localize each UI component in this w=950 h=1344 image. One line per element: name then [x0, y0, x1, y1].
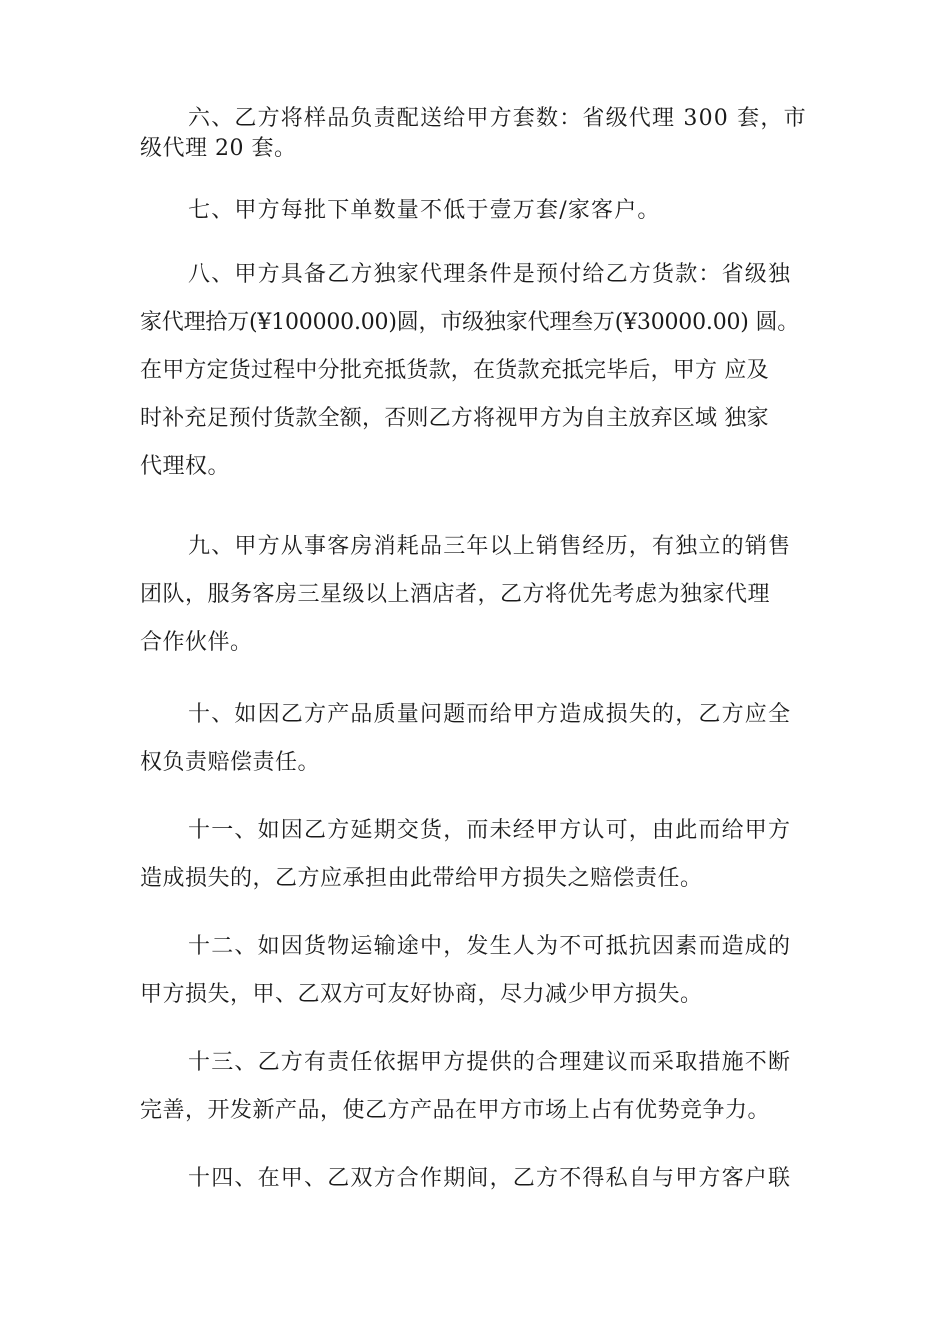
- text-line: 权负责赔偿责任。: [140, 750, 321, 775]
- text-line: 九、甲方从事客房消耗品三年以上销售经历，有独立的销售: [188, 534, 792, 559]
- text-line: 十三、乙方有责任依据甲方提供的合理建议而采取措施不断: [188, 1050, 792, 1075]
- text-line: 代理权。: [140, 454, 231, 479]
- clause-14-paragraph: [140, 1168, 824, 1190]
- text-line: 团队，服务客房三星级以上酒店者，乙方将优先考虑为独家代理: [140, 582, 771, 607]
- text-line: 七、甲方每批下单数量不低于壹万套/家客户。: [188, 198, 661, 223]
- clause-11-paragraph: [140, 820, 824, 890]
- text-line: 六、乙方将样品负责配送给甲方套数：省级代理 300 套，市: [188, 106, 807, 131]
- text-line: 十四、在甲、乙双方合作期间，乙方不得私自与甲方客户联: [188, 1166, 792, 1191]
- text-line: 八、甲方具备乙方独家代理条件是预付给乙方货款：省级独: [188, 262, 792, 287]
- text-line: 家代理拾万(¥100000.00)圆，市级独家代理叁万(¥30000.00) 圆。: [140, 310, 800, 335]
- clause-13-paragraph: [140, 1052, 824, 1122]
- clause-10-paragraph: [140, 704, 824, 774]
- text-line: 造成损失的，乙方应承担由此带给甲方损失之赔偿责任。: [140, 866, 703, 891]
- text-line: 时补充足预付货款全额，否则乙方将视甲方为自主放弃区域 独家: [140, 406, 769, 431]
- text-line: 级代理 20 套。: [140, 136, 297, 161]
- text-line: 在甲方定货过程中分批充抵货款，在货款充抵完毕后，甲方 应及: [140, 358, 769, 383]
- text-line: 合作伙伴。: [140, 630, 253, 655]
- text-line: 完善，开发新产品，使乙方产品在甲方市场上占有优势竞争力。: [140, 1098, 771, 1123]
- text-line: 十二、如因货物运输途中，发生人为不可抵抗因素而造成的: [188, 934, 792, 959]
- text-line: 甲方损失，甲、乙双方可友好协商，尽力减少甲方损失。: [140, 982, 703, 1007]
- clause-6-paragraph: [140, 108, 824, 160]
- clause-7-paragraph: [140, 200, 824, 222]
- text-line: 十、如因乙方产品质量问题而给甲方造成损失的，乙方应全: [188, 702, 792, 727]
- clause-12-paragraph: [140, 936, 824, 1006]
- clause-9-paragraph: [140, 536, 824, 654]
- clause-8-paragraph: [140, 264, 824, 478]
- text-line: 十一、如因乙方延期交货，而未经甲方认可，由此而给甲方: [188, 818, 792, 843]
